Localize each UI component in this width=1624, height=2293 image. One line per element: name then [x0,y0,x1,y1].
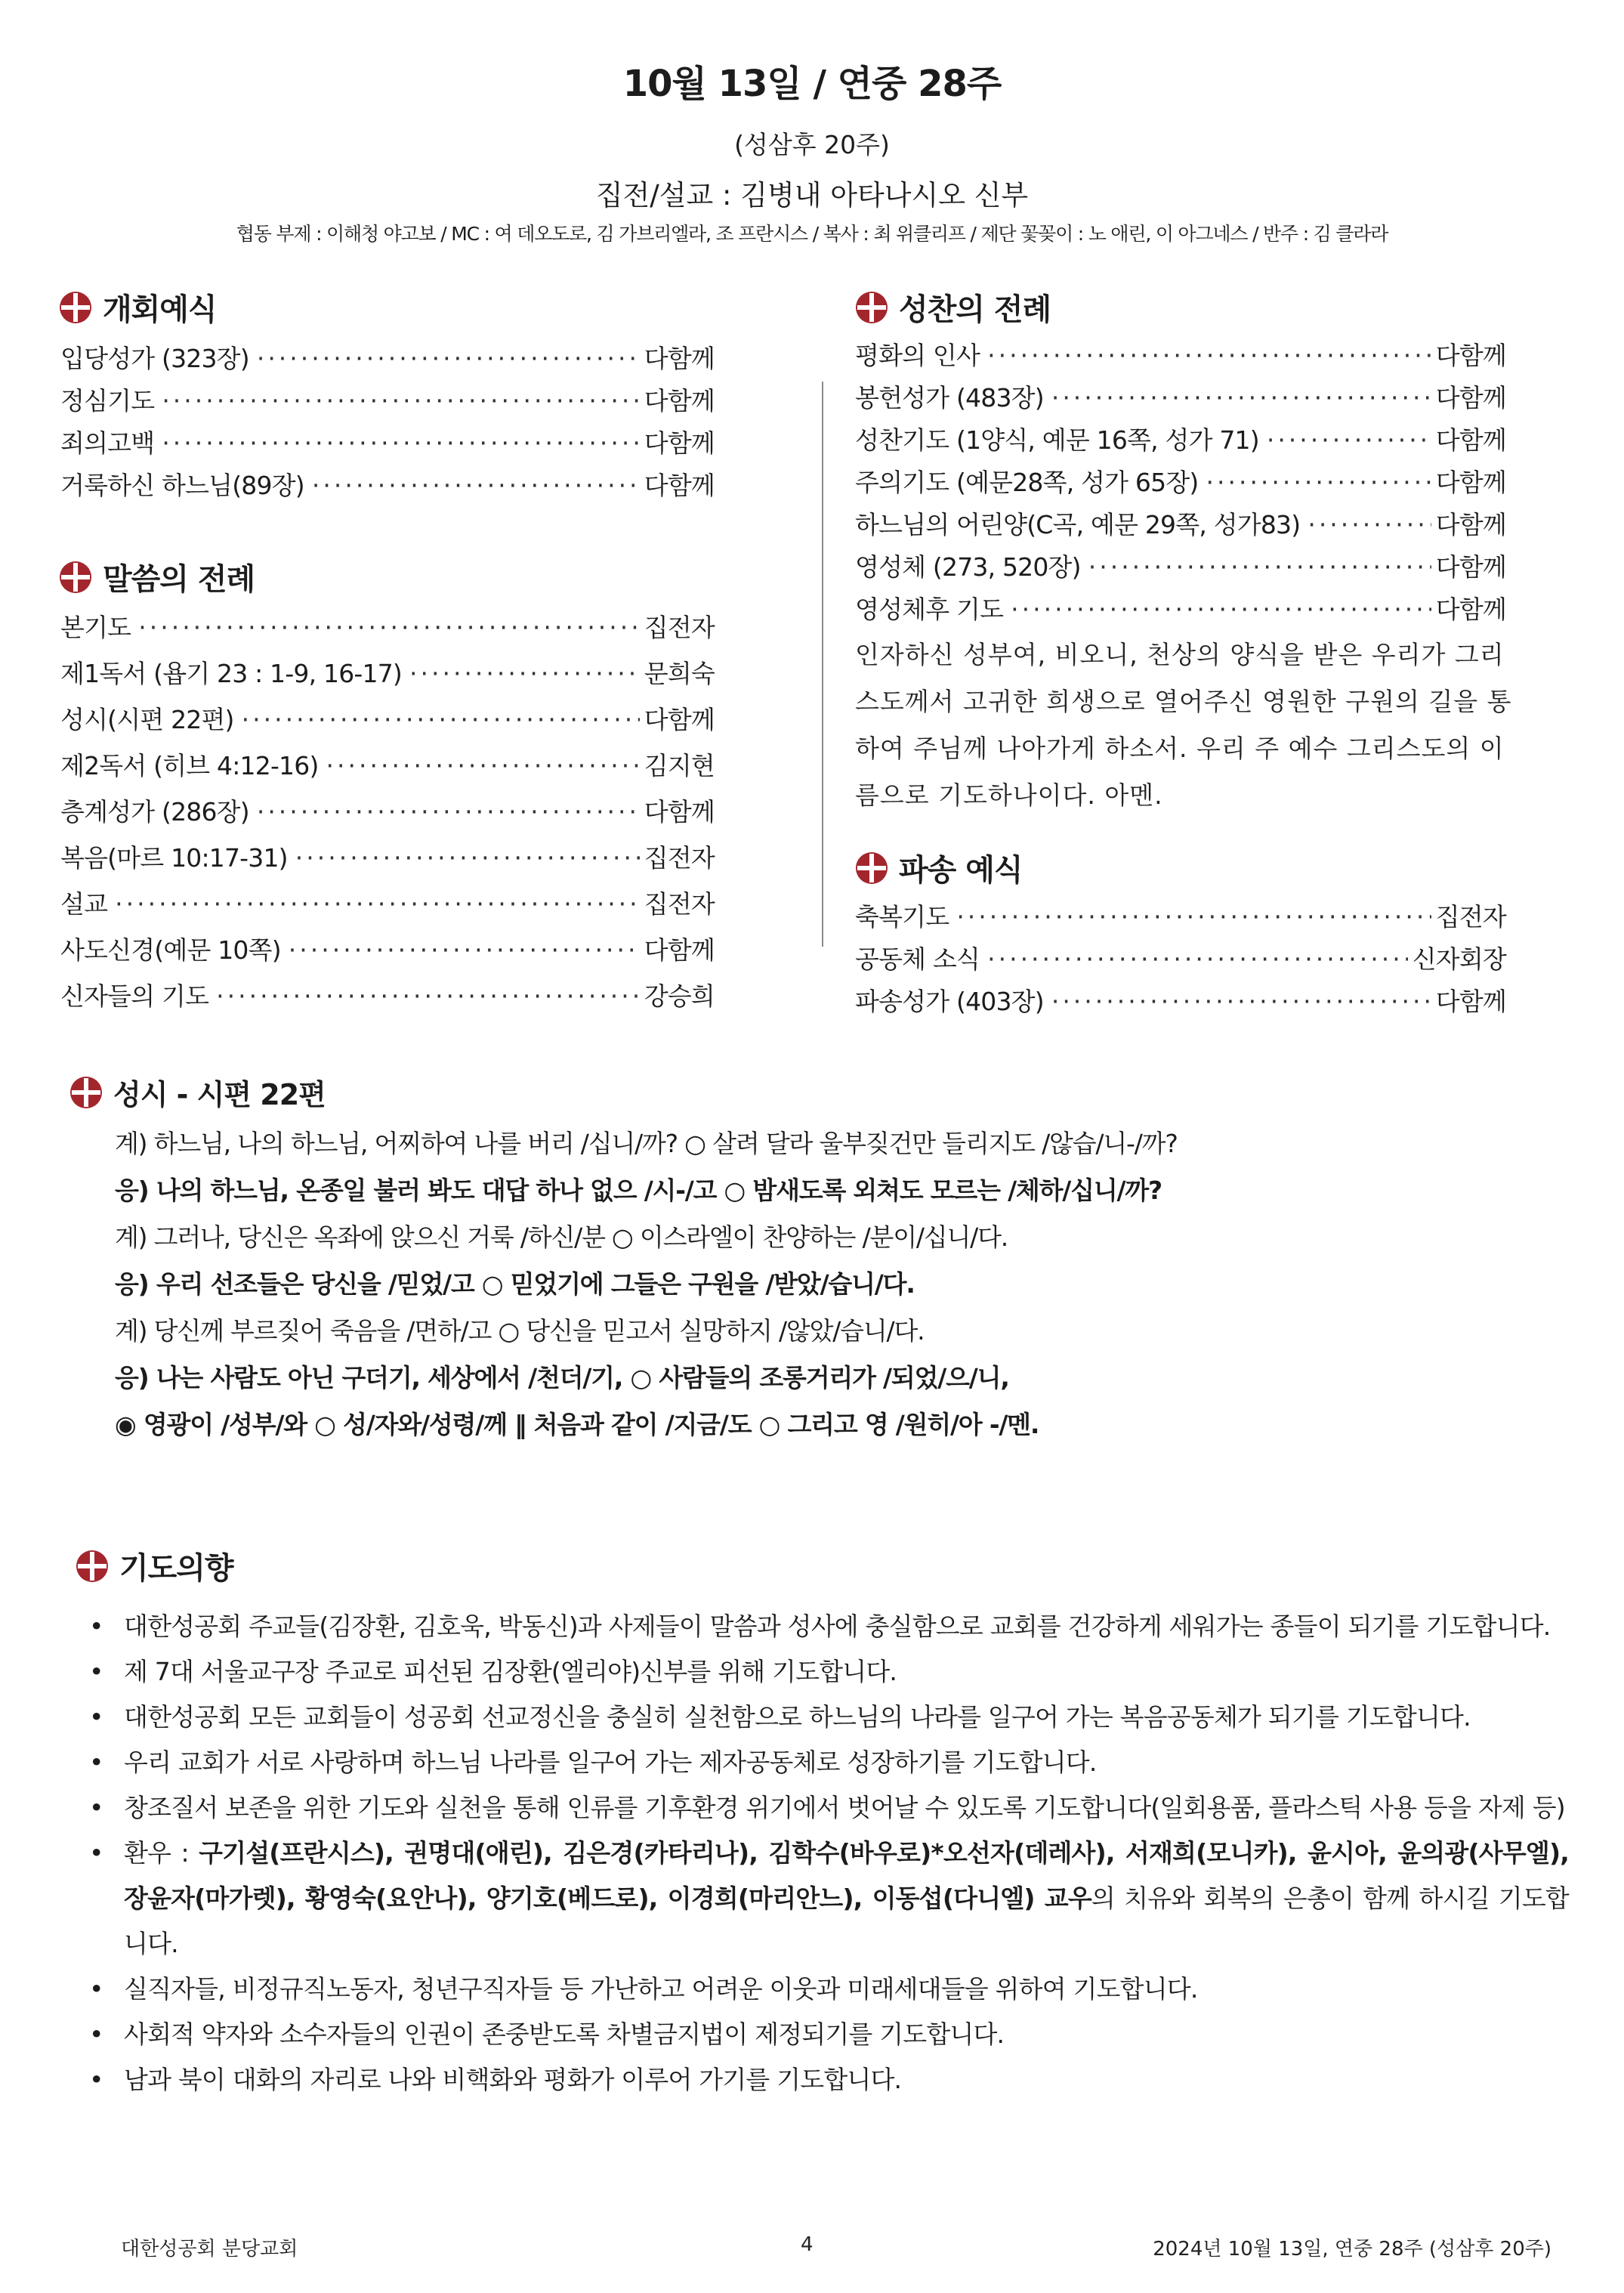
order-item: 정심기도 ····· 다함께 [60,382,715,424]
order-item: 죄의고백 ····· 다함께 [60,424,715,466]
bullet: • [89,1793,103,1822]
order-item: 복음(마르 10:17-31) ····· 집전자 [60,839,715,885]
section-title: 말씀의 전례 [103,562,255,597]
order-item: 제2독서 (히브 4:12-16) ····· 김지현 [60,746,715,793]
order-item: 입당성가 (323장) ····· 다함께 [60,339,715,382]
psalm-line: ◉ 영광이 /성부/와 ○ 성/자와/성령/께 ‖ 처음과 같이 /지금/도 ○ 그리고 영 /원히/아 -/멘. [115,1410,1039,1439]
order-item: 성시(시편 22편) ····· 다함께 [60,700,715,746]
intention-item: • 대한성공회 모든 교회들이 성공회 선교정신을 충실히 실천함으로 하느님의 나라를 일구어 가는 복음공동체가 되기를 기도합니다. [85,1695,1569,1740]
bullet: • [89,2065,103,2094]
section-title: 파송 예식 [899,853,1023,888]
order-item: 영성체 (273, 520장) ····· 다함께 [855,548,1506,590]
bullet: • [89,1974,103,2004]
order-item: 층계성가 (286장) ····· 다함께 [60,793,715,839]
bullet: • [89,2020,103,2049]
cross-in-circle-icon [69,1076,103,1109]
psalm-line: 응) 나는 사람도 아닌 구더기, 세상에서 /천더/기, ○ 사람들의 조롱거리가 /되었/으/니, [115,1363,1009,1392]
order-item: 주의기도 (예문28쪽, 성가 65장) ····· 다함께 [855,463,1506,505]
order-item: 성찬기도 (1양식, 예문 16쪽, 성가 71) ····· 다함께 [855,421,1506,463]
order-item: 영성체후 기도 ····· 다함께 [855,590,1506,632]
bullet: • [89,1838,103,1868]
psalm-line: 계) 하느님, 나의 하느님, 어찌하여 나를 버리 /십니/까? ○ 살려 달라 울부짖건만 들리지도 /않습/니-/까? [115,1129,1178,1158]
eucharist-order-list [855,336,1506,632]
order-item: 하느님의 어린양(C곡, 예문 29쪽, 성가83) ····· 다함께 [855,505,1506,548]
footer-date: 2024년 10월 13일, 연중 28주 (성삼후 20주) [1153,2238,1551,2261]
sick-names: 구기설(프란시스), 권명대(애린), 김은경(카타리나), 김학수(바우로)*오선자(데레사), 서재희(모니카), 윤시아, 윤의광(사무엘), 장윤자(마가렛), 황영숙(요안나), 양기호(베드로), 이경희(마리안느), 이동섭(다니엘) 교우 [124,1838,1570,1913]
order-item: 축복기도 ····· 집전자 [855,898,1506,940]
psalm-line: 계) 당신께 부르짖어 죽음을 /면하/고 ○ 당신을 믿고서 실망하지 /않았/습니/다. [115,1316,925,1346]
section-title: 성찬의 전례 [899,292,1051,327]
psalm-line: 응) 우리 선조들은 당신을 /믿었/고 ○ 믿었기에 그들은 구원을 /받았/습니/다. [115,1269,915,1299]
officiant-line: 집전/설교 : 김병내 아타나시오 신부 [595,179,1029,212]
psalm-line: 계) 그러나, 당신은 옥좌에 앉으신 거룩 /하신/분 ○ 이스라엘이 찬양하는 /분이/십니/다. [115,1222,1008,1252]
section-heading-eucharist [855,286,1051,329]
order-item: 사도신경(예문 10쪽) ····· 다함께 [60,931,715,977]
column-divider [822,382,823,947]
section-heading-psalm [69,1071,326,1113]
section-heading-dismissal [855,846,1023,889]
prayer-intentions-list [85,1604,1569,2103]
bullet: • [89,1657,103,1686]
cross-in-circle-icon [59,561,92,594]
intention-item: • 제 7대 서울교구장 주교로 피선된 김장환(엘리야)신부를 위해 기도합니다. [85,1649,1569,1695]
page-subtitle: (성삼후 20주) [734,130,890,159]
section-title: 성시 - 시편 22편 [113,1078,326,1111]
order-item: 본기도 ····· 집전자 [60,608,715,654]
cross-in-circle-icon [855,291,888,324]
intention-item-sick: • 환우 : 구기설(프란시스), 권명대(애린), 김은경(카타리나), 김학수(바우로)*오선자(데레사), 서재희(모니카), 윤시아, 윤의광(사무엘), 장윤자(마가렛), 황영숙(요안나), 양기호(베드로), 이경희(마리안느), 이동섭(다니엘) 교우의 치유와 회복의 은총이 함께 하시길 기도합니다. [85,1831,1569,1967]
intention-item: • 사회적 약자와 소수자들의 인권이 존중받도록 차별금지법이 제정되기를 기도합니다. [85,2012,1569,2057]
dismissal-order-list [855,898,1506,1024]
cross-in-circle-icon [59,291,92,324]
post-communion-prayer: 인자하신 성부여, 비오니, 천상의 양식을 받은 우리가 그리스도께서 고귀한 희생으로 열어주신 영원한 구원의 길을 통하여 주님께 나아가게 하소서. 우리 주 예수 그리스도의 이름으로 기도하나이다. 아멘. [855,640,1512,810]
intention-item: • 남과 북이 대화의 자리로 나와 비핵화와 평화가 이루어 가기를 기도합니다. [85,2057,1569,2103]
order-item: 봉헌성가 (483장) ····· 다함께 [855,379,1506,421]
cross-in-circle-icon [76,1550,109,1583]
page-title: 10월 13일 / 연중 28주 [622,63,1002,105]
psalm-text [115,1124,1573,1452]
intention-item: • 실직자들, 비정규직노동자, 청년구직자들 등 가난하고 어려운 이웃과 미래세대들을 위하여 기도합니다. [85,1967,1569,2012]
order-item: 공동체 소식 ····· 신자회장 [855,940,1506,982]
intention-item: • 우리 교회가 서로 사랑하며 하느님 나라를 일구어 가는 제자공동체로 성장하기를 기도합니다. [85,1740,1569,1785]
order-item: 신자들의 기도 ····· 강승희 [60,977,715,1023]
bullet: • [89,1748,103,1777]
order-item: 제1독서 (욥기 23 : 1-9, 16-17) ····· 문희숙 [60,654,715,700]
opening-order-list [60,339,715,508]
intention-item: • 대한성공회 주교들(김장환, 김호욱, 박동신)과 사제들이 말씀과 성사에 충실함으로 교회를 건강하게 세워가는 종들이 되기를 기도합니다. [85,1604,1569,1649]
bullet: • [89,1612,103,1641]
section-heading-opening [59,286,217,329]
word-order-list [60,608,715,1023]
order-item: 파송성가 (403장) ····· 다함께 [855,982,1506,1024]
footer-page-number: 4 [801,2233,814,2256]
section-heading-intentions [76,1544,233,1587]
intention-item: • 창조질서 보존을 위한 기도와 실천을 통해 인류를 기후환경 위기에서 벗어날 수 있도록 기도합니다(일회용품, 플라스틱 사용 등을 자제 등) [85,1785,1569,1831]
section-title: 기도의향 [119,1551,233,1586]
ministry-roles-line: 협동 부제 : 이해청 야고보 / MC : 여 데오도로, 김 가브리엘라, 조 프란시스 / 복사 : 최 위클리프 / 제단 꽃꽂이 : 노 애린, 이 아그네스 / 반주 : 김 클라라 [236,223,1388,245]
cross-in-circle-icon [855,851,888,885]
section-title: 개회예식 [103,292,217,327]
footer-church-name: 대한성공회 분당교회 [121,2238,298,2261]
psalm-line: 응) 나의 하느님, 온종일 불러 봐도 대답 하나 없으 /시-/고 ○ 밤새도록 외쳐도 모르는 /체하/십니/까? [115,1176,1162,1205]
order-item: 설교 ····· 집전자 [60,885,715,931]
order-item: 거룩하신 하느님(89장) ····· 다함께 [60,466,715,508]
order-item: 평화의 인사 ····· 다함께 [855,336,1506,379]
section-heading-word [59,555,255,598]
bullet: • [89,1702,103,1732]
